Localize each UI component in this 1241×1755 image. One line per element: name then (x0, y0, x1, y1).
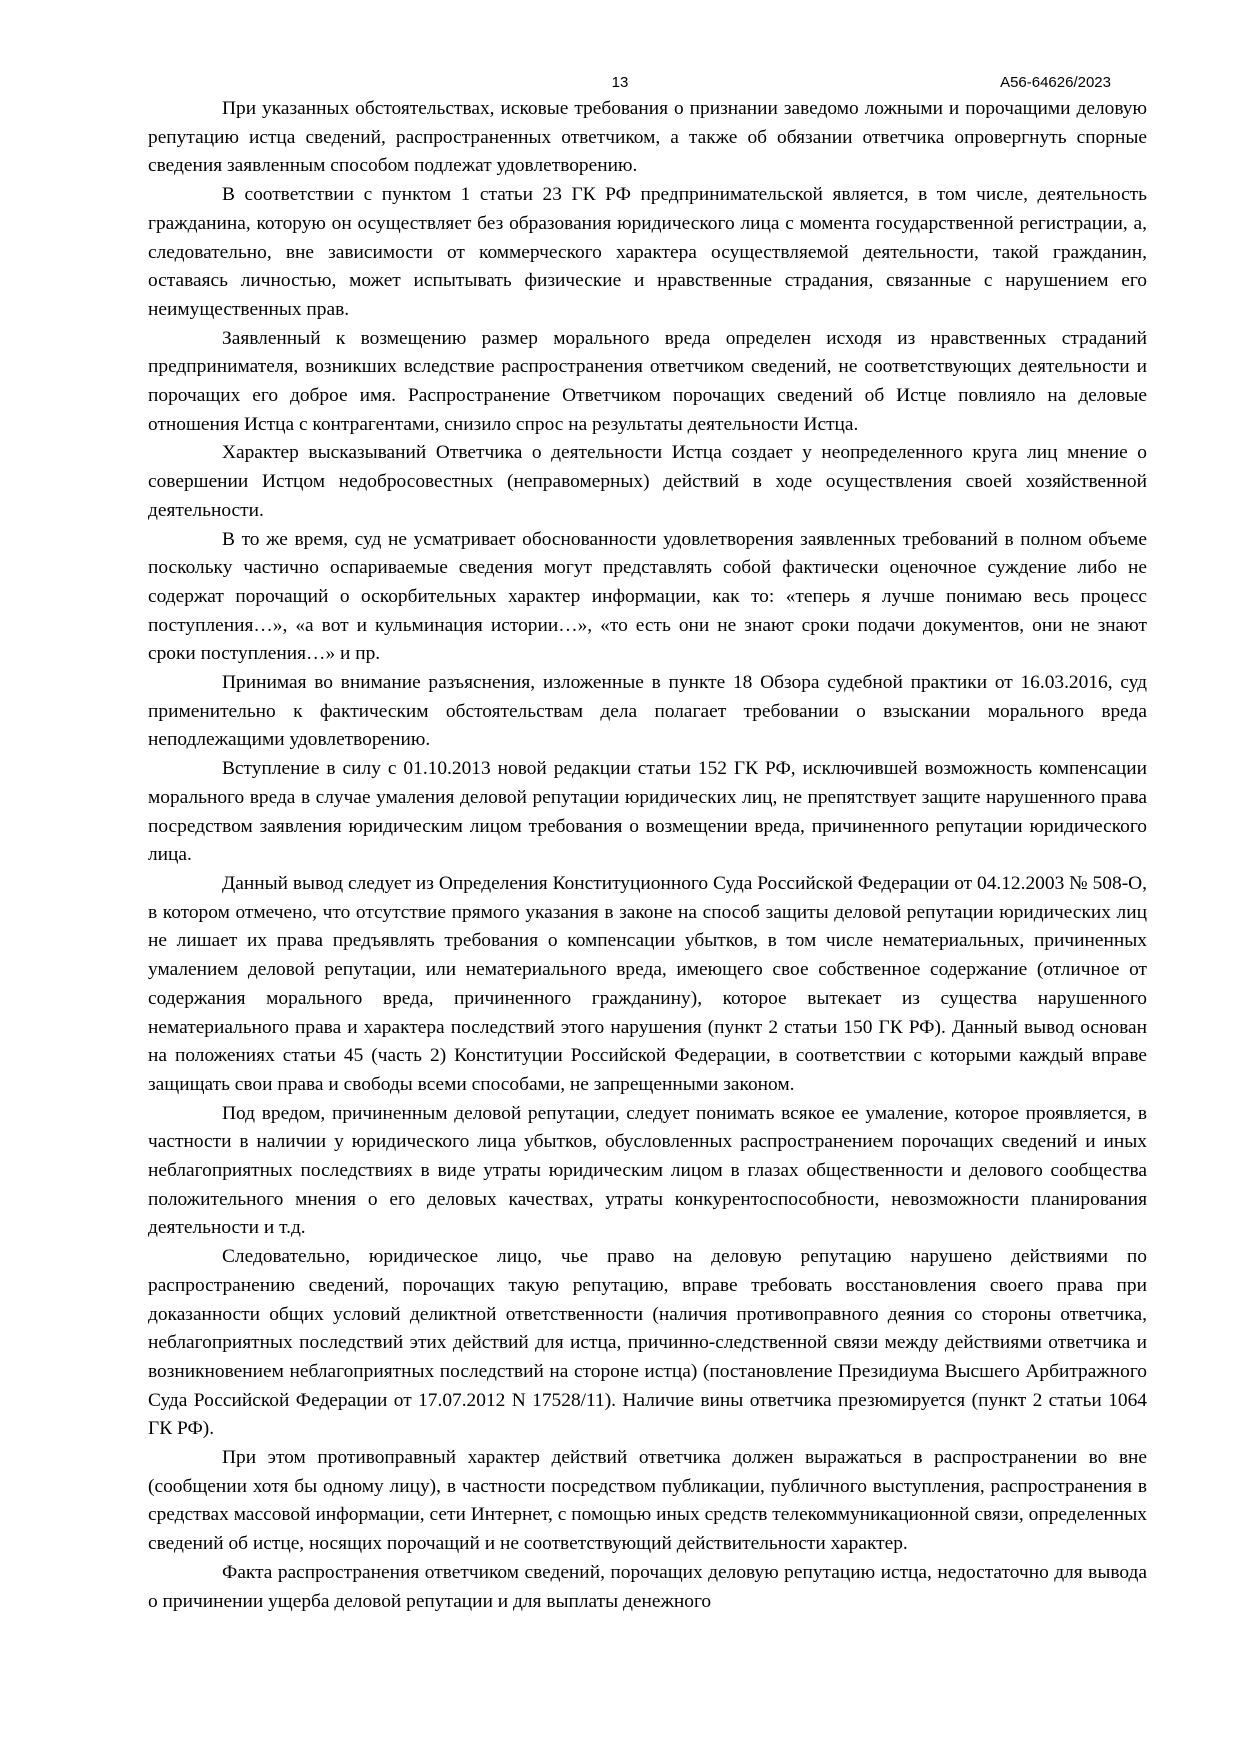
paragraph-5: В то же время, суд не усматривает обоснованности удовлетворения заявленных требований в полном объеме поскольку частично оспариваемые сведения могут представлять собой фактически оценочное суждение либо не содержат порочащий о оскорбительных характер информации, как то: «теперь я лучше понимаю весь процесс поступления…», «а вот и кульминация истории…», «то есть они не знают сроки подачи документов, они не знают сроки поступления…» и пр. (148, 528, 1147, 665)
paragraph-9: Под вредом, причиненным деловой репутации, следует понимать всякое ее умаление, которое проявляется, в частности в наличии у юридического лица убытков, обусловленных распространением порочащих сведений и иных неблагоприятных последствиях в виде утраты юридическим лицом в глазах общественности и делового сообщества положительного мнения о его деловых качествах, утраты конкурентоспособности, невозможности планирования деятельности и т.д. (148, 1102, 1147, 1239)
page-number: 13 (611, 74, 629, 91)
case-number: А56-64626/2023 (1000, 74, 1111, 91)
paragraph-1: При указанных обстоятельствах, исковые требования о признании заведомо ложными и порочащими деловую репутацию истца сведений, распространенных ответчиком, а также об обязании ответчика опровергнуть спорные сведения заявленным способом подлежат удовлетворению. (148, 98, 1147, 177)
paragraph-8: Данный вывод следует из Определения Конституционного Суда Российской Федерации от 04.12.2003 № 508-О, в котором отмечено, что отсутствие прямого указания в законе на способ защиты деловой репутации юридических лиц не лишает их права предъявлять требования о компенсации убытков, в том числе нематериальных, причиненных умалением деловой репутации, или нематериального вреда, имеющего свое собственное содержание (отличное от содержания морального вреда, причиненного гражданину), которое вытекает из существа нарушенного нематериального права и характера последствий этого нарушения (пункт 2 статьи 150 ГК РФ). Данный вывод основан на положениях статьи 45 (часть 2) Конституции Российской Федерации, в соответствии с которыми каждый вправе защищать свои права и свободы всеми способами, не запрещенными законом. (148, 872, 1147, 1095)
paragraph-11: При этом противоправный характер действий ответчика должен выражаться в распространении во вне (сообщении хотя бы одному лицу), в частности посредством публикации, публичного выступления, распространения в средствах массовой информации, сети Интернет, с помощью иных средств телекоммуникационной связи, определенных сведений об истце, носящих порочащий и не соответствующий действительности характер. (148, 1447, 1147, 1555)
paragraph-7: Вступление в силу с 01.10.2013 новой редакции статьи 152 ГК РФ, исключившей возможность компенсации морального вреда в случае умаления деловой репутации юридических лиц, не препятствует защите нарушенного права посредством заявления юридическим лицом требования о возмещении вреда, причиненного репутации юридического лица. (148, 758, 1147, 866)
paragraph-4: Характер высказываний Ответчика о деятельности Истца создает у неопределенного круга лиц мнение о совершении Истцом недобросовестных (неправомерных) действий в ходе осуществления своей хозяйственной деятельности. (148, 442, 1147, 521)
paragraph-3: Заявленный к возмещению размер морального вреда определен исходя из нравственных страданий предпринимателя, возникших вследствие распространения ответчиком сведений, не соответствующих деятельности и порочащих его доброе имя. Распространение Ответчиком порочащих сведений об Истце повлияло на деловые отношения Истца с контрагентами, снизило спрос на результаты деятельности Истца. (148, 327, 1147, 435)
paragraph-10: Следовательно, юридическое лицо, чье право на деловую репутацию нарушено действиями по распространению сведений, порочащих такую репутацию, вправе требовать восстановления своего права при доказанности общих условий деликтной ответственности (наличия противоправного деяния со стороны ответчика, неблагоприятных последствий этих действий для истца, причинно-следственной связи между действиями ответчика и возникновением неблагоприятных последствий на стороне истца) (постановление Президиума Высшего Арбитражного Суда Российской Федерации от 17.07.2012 N 17528/11). Наличие вины ответчика презюмируется (пункт 2 статьи 1064 ГК РФ). (148, 1246, 1147, 1440)
paragraph-2: В соответствии с пунктом 1 статьи 23 ГК РФ предпринимательской является, в том числе, деятельность гражданина, которую он осуществляет без образования юридического лица с момента государственной регистрации, а, следовательно, вне зависимости от коммерческого характера осуществляемой деятельности, такой гражданин, оставаясь личностью, может испытывать физические и нравственные страдания, связанные с нарушением его неимущественных прав. (148, 184, 1147, 320)
paragraph-12: Факта распространения ответчиком сведений, порочащих деловую репутацию истца, недостаточно для вывода о причинении ущерба деловой репутации и для выплаты денежного (148, 1561, 1147, 1612)
paragraph-6: Принимая во внимание разъяснения, изложенные в пункте 18 Обзора судебной практики от 16.03.2016, суд применительно к фактическим обстоятельствам дела полагает требовании о взыскании морального вреда неподлежащими удовлетворению. (148, 672, 1147, 751)
document-body (148, 95, 1147, 1616)
